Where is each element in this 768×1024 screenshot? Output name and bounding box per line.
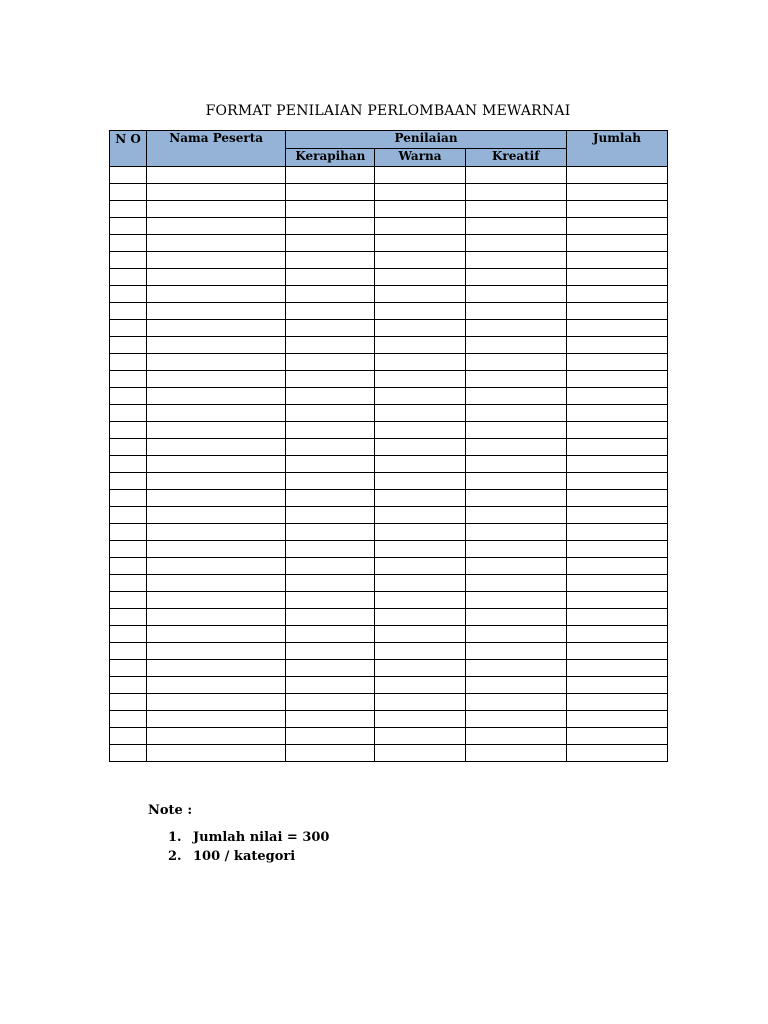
table-cell [375,320,465,337]
table-cell [286,643,375,660]
table-cell [566,456,667,473]
table-cell [566,167,667,184]
table-cell [286,422,375,439]
table-row [110,422,668,439]
table-cell [147,677,286,694]
table-cell [110,558,147,575]
table-cell [286,660,375,677]
table-cell [147,745,286,762]
table-cell [110,456,147,473]
table-cell [110,269,147,286]
table-cell [375,371,465,388]
table-cell [566,201,667,218]
table-cell [465,354,566,371]
table-cell [375,626,465,643]
table-cell [375,218,465,235]
table-row [110,320,668,337]
table-cell [465,592,566,609]
table-cell [110,507,147,524]
table-cell [566,643,667,660]
table-cell [375,728,465,745]
table-cell [375,711,465,728]
table-row [110,456,668,473]
table-cell [465,643,566,660]
table-row [110,286,668,303]
table-cell [566,626,667,643]
table-cell [147,643,286,660]
table-cell [147,728,286,745]
table-row [110,728,668,745]
table-cell [375,201,465,218]
table-cell [286,371,375,388]
table-cell [147,609,286,626]
table-cell [465,473,566,490]
table-cell [375,167,465,184]
table-cell [465,235,566,252]
table-cell [465,524,566,541]
table-cell [147,711,286,728]
header-nama-peserta: Nama Peserta [147,131,286,167]
table-cell [286,558,375,575]
table-cell [110,371,147,388]
table-cell [110,303,147,320]
table-row [110,269,668,286]
table-cell [375,660,465,677]
table-cell [375,235,465,252]
table-cell [375,286,465,303]
table-cell [465,456,566,473]
table-cell [566,575,667,592]
table-cell [147,252,286,269]
table-cell [465,269,566,286]
table-cell [465,609,566,626]
table-cell [465,252,566,269]
table-cell [465,626,566,643]
table-cell [286,456,375,473]
table-row [110,337,668,354]
table-cell [566,490,667,507]
table-cell [286,388,375,405]
table-cell [110,711,147,728]
table-cell [110,286,147,303]
table-cell [147,473,286,490]
table-cell [110,609,147,626]
table-cell [110,184,147,201]
table-cell [375,456,465,473]
table-row [110,677,668,694]
table-cell [465,286,566,303]
table-cell [110,201,147,218]
table-cell [566,439,667,456]
table-cell [110,524,147,541]
list-item-text: Jumlah nilai = 300 [193,830,330,845]
table-cell [465,507,566,524]
table-cell [286,473,375,490]
table-cell [110,694,147,711]
table-cell [465,558,566,575]
table-row [110,694,668,711]
table-cell [286,541,375,558]
header-jumlah: Jumlah [566,131,667,167]
table-cell [375,269,465,286]
table-cell [110,354,147,371]
table-cell [286,694,375,711]
table-row [110,473,668,490]
header-kreatif: Kreatif [465,149,566,167]
table-cell [147,592,286,609]
table-cell [465,422,566,439]
table-cell [566,303,667,320]
table-cell [566,354,667,371]
table-body [110,167,668,762]
header-warna: Warna [375,149,465,167]
table-cell [566,694,667,711]
table-cell [375,643,465,660]
list-item-number: 1. [168,830,182,845]
table-cell [147,320,286,337]
table-row [110,558,668,575]
table-cell [110,660,147,677]
table-cell [286,439,375,456]
table-cell [465,320,566,337]
table-row [110,745,668,762]
table-cell [110,252,147,269]
table-cell [566,473,667,490]
table-cell [110,541,147,558]
table-cell [110,626,147,643]
table-row [110,626,668,643]
table-cell [465,405,566,422]
table-cell [286,184,375,201]
table-cell [465,303,566,320]
table-cell [375,507,465,524]
table-cell [375,439,465,456]
table-cell [286,728,375,745]
table-cell [110,728,147,745]
table-cell [110,575,147,592]
table-cell [286,490,375,507]
table-cell [286,286,375,303]
header-no: N O [110,131,147,167]
table-cell [110,745,147,762]
table-row [110,405,668,422]
table-row [110,541,668,558]
table-cell [147,660,286,677]
note-list [168,830,329,868]
table-cell [147,422,286,439]
table-cell [110,592,147,609]
table-cell [465,167,566,184]
table-cell [286,711,375,728]
table-cell [375,252,465,269]
table-cell [110,405,147,422]
table-cell [147,524,286,541]
table-cell [286,745,375,762]
table-cell [286,167,375,184]
table-cell [375,303,465,320]
table-cell [465,711,566,728]
table-cell [147,218,286,235]
table-cell [147,354,286,371]
table-row [110,592,668,609]
table-cell [566,405,667,422]
table-row [110,643,668,660]
table-row [110,252,668,269]
table-row [110,524,668,541]
table-cell [147,167,286,184]
table-cell [375,575,465,592]
table-cell [147,201,286,218]
table-cell [465,184,566,201]
table-cell [566,524,667,541]
table-cell [375,337,465,354]
table-cell [147,371,286,388]
table-cell [147,626,286,643]
table-cell [465,660,566,677]
table-cell [375,473,465,490]
table-cell [375,677,465,694]
table-cell [566,388,667,405]
table-cell [566,592,667,609]
table-cell [375,388,465,405]
table-cell [465,677,566,694]
table-cell [465,728,566,745]
table-cell [147,575,286,592]
table-cell [375,422,465,439]
table-cell [110,643,147,660]
table-cell [286,303,375,320]
table-cell [286,592,375,609]
scoring-table [109,130,668,762]
table-row [110,660,668,677]
table-cell [147,303,286,320]
table-cell [375,524,465,541]
table-cell [286,354,375,371]
table-cell [465,439,566,456]
table-cell [286,201,375,218]
table-cell [147,456,286,473]
table-cell [566,422,667,439]
table-cell [465,388,566,405]
table-row [110,184,668,201]
table-cell [566,728,667,745]
table-cell [375,558,465,575]
table-cell [147,235,286,252]
table-cell [147,490,286,507]
table-cell [566,269,667,286]
table-cell [375,490,465,507]
table-row [110,371,668,388]
table-cell [286,524,375,541]
table-cell [110,490,147,507]
table-cell [566,541,667,558]
table-cell [147,541,286,558]
table-row [110,575,668,592]
table-cell [566,660,667,677]
table-row [110,235,668,252]
table-cell [566,320,667,337]
table-cell [465,745,566,762]
table-row [110,609,668,626]
table-cell [566,218,667,235]
table-cell [147,507,286,524]
list-item-text: 100 / kategori [193,849,296,864]
table-cell [286,235,375,252]
table-row [110,201,668,218]
table-cell [566,371,667,388]
table-cell [566,745,667,762]
table-cell [147,286,286,303]
table-cell [147,337,286,354]
table-cell [286,626,375,643]
table-cell [566,609,667,626]
table-cell [465,575,566,592]
table-cell [147,558,286,575]
table-cell [110,235,147,252]
table-cell [375,405,465,422]
table-cell [110,218,147,235]
table-cell [286,575,375,592]
table-cell [110,677,147,694]
table-cell [566,286,667,303]
table-cell [110,388,147,405]
table-cell [147,439,286,456]
table-row [110,439,668,456]
table-row [110,218,668,235]
table-cell [566,677,667,694]
table-cell [375,354,465,371]
table-cell [566,558,667,575]
table-row [110,490,668,507]
table-cell [110,439,147,456]
table-cell [286,507,375,524]
table-row [110,167,668,184]
table-cell [147,694,286,711]
list-item [168,830,329,849]
page-title: FORMAT PENILAIAN PERLOMBAAN MEWARNAI [205,103,571,119]
table-cell [375,592,465,609]
table-cell [147,388,286,405]
table-cell [110,337,147,354]
table-row [110,388,668,405]
table-cell [465,218,566,235]
table-cell [286,337,375,354]
table-row [110,303,668,320]
note-label: Note : [148,803,193,818]
table-cell [465,490,566,507]
table-cell [465,541,566,558]
table-cell [147,405,286,422]
table-cell [566,507,667,524]
table-cell [110,473,147,490]
table-cell [286,252,375,269]
table-cell [286,269,375,286]
table-cell [286,405,375,422]
table-row [110,507,668,524]
list-item [168,849,329,868]
table-cell [465,337,566,354]
table-cell [566,235,667,252]
table-cell [375,541,465,558]
table-cell [465,201,566,218]
table-cell [147,184,286,201]
table-cell [110,167,147,184]
table-cell [465,694,566,711]
table-cell [286,218,375,235]
table-cell [566,337,667,354]
table-cell [286,609,375,626]
table-cell [375,745,465,762]
table-cell [566,252,667,269]
table-cell [286,320,375,337]
table-row [110,354,668,371]
header-kerapihan: Kerapihan [286,149,375,167]
table-cell [566,184,667,201]
table-cell [566,711,667,728]
table-cell [375,184,465,201]
table-cell [110,422,147,439]
list-item-number: 2. [168,849,182,864]
table-cell [465,371,566,388]
table-row [110,711,668,728]
table-cell [375,609,465,626]
table-cell [110,320,147,337]
table-cell [147,269,286,286]
table-cell [375,694,465,711]
table-cell [286,677,375,694]
header-penilaian: Penilaian [286,131,567,149]
